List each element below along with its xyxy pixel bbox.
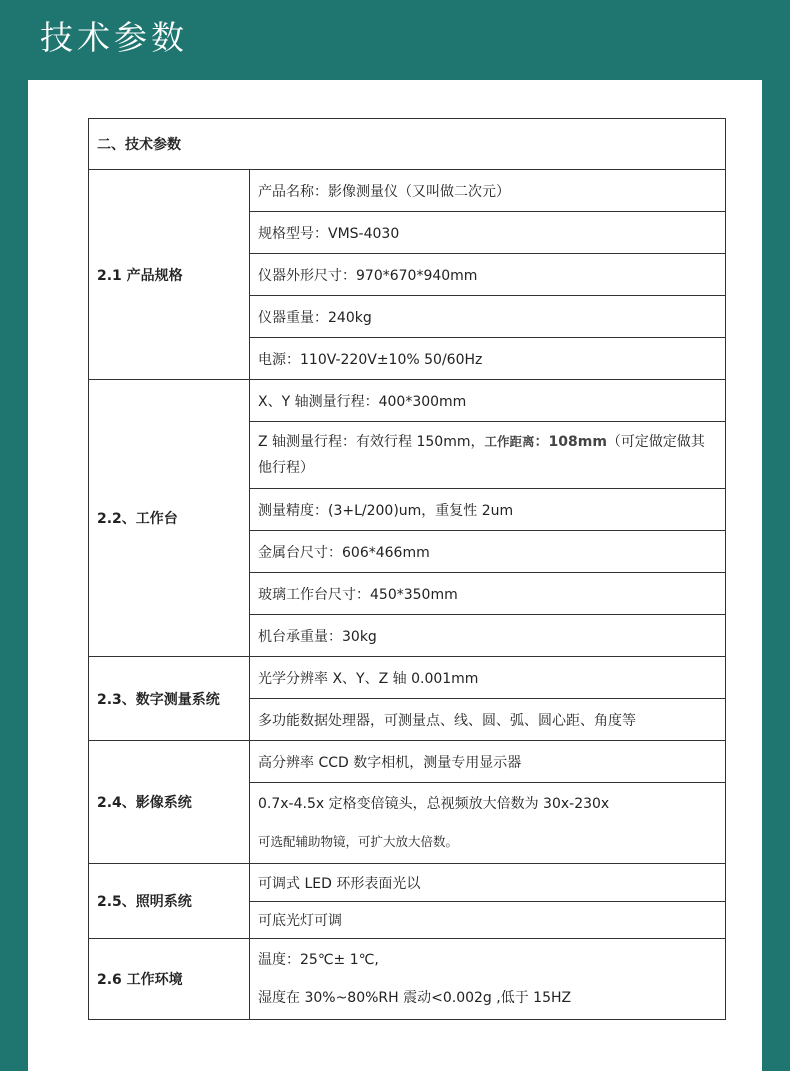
table-row bbox=[89, 657, 726, 699]
table-row bbox=[89, 170, 726, 212]
spec-item bbox=[250, 783, 726, 864]
spec-item: 仪器外形尺寸：970*670*940mm bbox=[250, 254, 726, 296]
spec-item: 高分辨率 CCD 数字相机，测量专用显示器 bbox=[250, 741, 726, 783]
spec-item bbox=[250, 422, 726, 489]
group-label-lighting-system: 2.5、照明系统 bbox=[89, 864, 250, 939]
spec-item-text: （可定做定做其他行程） bbox=[258, 434, 705, 476]
spec-item: 产品名称：影像测量仪（又叫做二次元） bbox=[250, 170, 726, 212]
spec-item-line: 湿度在 30%~80%RH 震动<0.002g ,低于 15HZ bbox=[258, 990, 572, 1006]
page-header bbox=[0, 0, 790, 78]
spec-item-highlight-label: 工作距离 bbox=[484, 434, 535, 449]
spec-item: 金属台尺寸：606*466mm bbox=[250, 531, 726, 573]
page-title: 技术参数 bbox=[40, 18, 188, 57]
spec-item: 可底光灯可调 bbox=[250, 902, 726, 939]
spec-item: 规格型号：VMS-4030 bbox=[250, 212, 726, 254]
spec-item: 可调式 LED 环形表面光以 bbox=[250, 864, 726, 902]
spec-item: 电源：110V-220V±10% 50/60Hz bbox=[250, 338, 726, 380]
group-label-imaging-system: 2.4、影像系统 bbox=[89, 741, 250, 864]
spec-item-line: 可选配辅助物镜，可扩大放大倍数。 bbox=[258, 834, 459, 849]
spec-item: 机台承重量：30kg bbox=[250, 615, 726, 657]
spec-item: X、Y 轴测量行程：400*300mm bbox=[250, 380, 726, 422]
table-row bbox=[89, 119, 726, 170]
table-row bbox=[89, 864, 726, 902]
spec-item: 仪器重量：240kg bbox=[250, 296, 726, 338]
spec-sheet bbox=[28, 80, 762, 1071]
table-row bbox=[89, 741, 726, 783]
spec-item-text: Z 轴测量行程：有效行程 150mm， bbox=[258, 434, 485, 450]
group-label-measure-system: 2.3、数字测量系统 bbox=[89, 657, 250, 741]
spec-item bbox=[250, 939, 726, 1020]
spec-item-line: 0.7x-4.5x 定格变倍镜头，总视频放大倍数为 30x-230x bbox=[258, 796, 610, 812]
section-title: 二、技术参数 bbox=[89, 119, 726, 170]
spec-item-highlight-value: ：108mm bbox=[534, 434, 607, 450]
spec-item: 多功能数据处理器，可测量点、线、圆、弧、圆心距、角度等 bbox=[250, 699, 726, 741]
group-label-worktable: 2.2、工作台 bbox=[89, 380, 250, 657]
spec-table bbox=[88, 118, 726, 1020]
spec-item-line: 温度：25℃± 1℃, bbox=[258, 952, 379, 968]
group-label-product-spec: 2.1 产品规格 bbox=[89, 170, 250, 380]
spec-item: 测量精度：(3+L/200)um，重复性 2um bbox=[250, 489, 726, 531]
table-row bbox=[89, 380, 726, 422]
spec-item: 玻璃工作台尺寸：450*350mm bbox=[250, 573, 726, 615]
group-label-work-environment: 2.6 工作环境 bbox=[89, 939, 250, 1020]
table-row bbox=[89, 939, 726, 1020]
spec-item: 光学分辨率 X、Y、Z 轴 0.001mm bbox=[250, 657, 726, 699]
